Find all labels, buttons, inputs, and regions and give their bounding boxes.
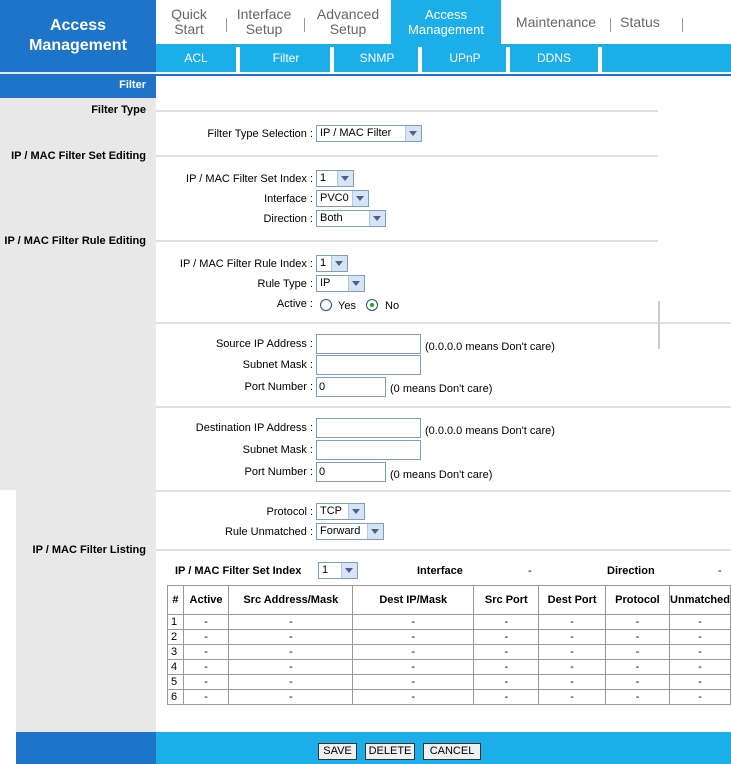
divider bbox=[156, 240, 658, 242]
set-index-label: IP / MAC Filter Set Index : bbox=[186, 173, 313, 185]
section-set-editing: IP / MAC Filter Set Editing bbox=[11, 150, 146, 162]
listing-set-index-select[interactable] bbox=[318, 562, 358, 579]
table-cell: - bbox=[539, 630, 605, 645]
table-cell: 3 bbox=[168, 645, 184, 660]
table-cell: 6 bbox=[168, 690, 184, 705]
table-cell: - bbox=[353, 675, 474, 690]
set-index-value: 1 bbox=[320, 172, 327, 184]
listing-direction-label: Direction bbox=[607, 565, 655, 577]
protocol-value: TCP bbox=[320, 505, 342, 517]
chevron-down-icon bbox=[331, 256, 347, 271]
table-cell: - bbox=[670, 615, 731, 630]
table-cell: - bbox=[539, 615, 605, 630]
table-cell: - bbox=[229, 615, 353, 630]
tab-label-line2: Setup bbox=[329, 21, 367, 37]
table-row bbox=[168, 675, 731, 690]
divider bbox=[156, 549, 731, 551]
filter-type-label: Filter Type Selection : bbox=[207, 128, 313, 140]
subtab-upnp[interactable]: UPnP bbox=[449, 51, 481, 65]
unmatched-select[interactable] bbox=[316, 523, 384, 540]
dst-ip-hint: (0.0.0.0 means Don't care) bbox=[425, 425, 555, 437]
section-listing: IP / MAC Filter Listing bbox=[32, 544, 146, 556]
table-cell: - bbox=[229, 690, 353, 705]
table-cell: - bbox=[474, 675, 539, 690]
table-cell: - bbox=[353, 645, 474, 660]
table-cell: - bbox=[670, 690, 731, 705]
tab-advanced-setup[interactable] bbox=[310, 0, 386, 44]
table-cell: - bbox=[605, 675, 669, 690]
top-nav bbox=[156, 0, 731, 44]
subnav-divider bbox=[598, 47, 602, 73]
col-header: Dest IP/Mask bbox=[353, 586, 474, 615]
filter-listing-table bbox=[167, 585, 731, 705]
table-cell: - bbox=[183, 630, 229, 645]
rule-type-value: IP bbox=[320, 277, 331, 289]
sidebar-panel-lower bbox=[16, 490, 156, 732]
dst-mask-label: Subnet Mask : bbox=[242, 444, 313, 456]
tab-maintenance[interactable] bbox=[508, 0, 604, 44]
table-cell: - bbox=[605, 645, 669, 660]
footer-left bbox=[16, 732, 156, 764]
table-row bbox=[168, 645, 731, 660]
table-cell: - bbox=[670, 630, 731, 645]
tab-status[interactable] bbox=[618, 0, 662, 44]
listing-set-index-label: IP / MAC Filter Set Index bbox=[175, 565, 302, 577]
table-cell: - bbox=[183, 690, 229, 705]
table-cell: - bbox=[229, 645, 353, 660]
nav-divider bbox=[610, 18, 611, 32]
subtab-ddns[interactable]: DDNS bbox=[536, 51, 571, 65]
tab-label-line2: Start bbox=[174, 21, 204, 37]
col-header: Protocol bbox=[605, 586, 669, 615]
table-cell: - bbox=[539, 690, 605, 705]
divider bbox=[156, 155, 658, 157]
active-yes-label: Yes bbox=[338, 300, 356, 312]
col-header: Unmatched bbox=[670, 586, 731, 615]
sub-nav bbox=[156, 44, 731, 72]
table-row bbox=[168, 690, 731, 705]
src-port-input[interactable]: 0 bbox=[316, 377, 386, 397]
tab-access-management[interactable] bbox=[391, 0, 501, 44]
subtab-filter[interactable]: Filter bbox=[272, 51, 300, 65]
table-row bbox=[168, 660, 731, 675]
table-row bbox=[168, 630, 731, 645]
filter-type-select[interactable] bbox=[316, 125, 422, 142]
unmatched-value: Forward bbox=[320, 525, 361, 537]
active-label: Active : bbox=[276, 298, 313, 310]
chevron-down-icon bbox=[337, 171, 353, 186]
src-port-label: Port Number : bbox=[244, 381, 313, 393]
sidebar-filter-heading: Filter bbox=[0, 74, 156, 98]
active-yes-radio[interactable] bbox=[320, 299, 332, 311]
divider bbox=[156, 322, 731, 324]
table-cell: - bbox=[539, 660, 605, 675]
dst-port-input[interactable]: 0 bbox=[316, 462, 386, 482]
rule-index-select[interactable] bbox=[316, 255, 348, 272]
table-cell: 5 bbox=[168, 675, 184, 690]
subtab-acl[interactable]: ACL bbox=[184, 51, 208, 65]
rule-type-label: Rule Type : bbox=[257, 278, 313, 290]
tab-label: Status bbox=[620, 13, 660, 30]
chevron-down-icon bbox=[348, 504, 364, 519]
table-cell: - bbox=[474, 690, 539, 705]
divider bbox=[156, 490, 731, 492]
brand-line1: Access bbox=[49, 17, 107, 34]
table-cell: 1 bbox=[168, 615, 184, 630]
divider bbox=[156, 406, 731, 408]
table-cell: - bbox=[670, 675, 731, 690]
scrollbar-fragment bbox=[658, 301, 660, 349]
src-ip-label: Source IP Address : bbox=[215, 338, 313, 350]
chevron-down-icon bbox=[367, 524, 383, 539]
table-cell: - bbox=[670, 660, 731, 675]
dst-mask-input[interactable] bbox=[316, 440, 421, 460]
sidebar-panel bbox=[0, 72, 156, 490]
cancel-button[interactable]: CANCEL bbox=[423, 743, 481, 760]
table-cell: - bbox=[605, 630, 669, 645]
listing-interface-label: Interface bbox=[417, 565, 463, 577]
interface-select[interactable] bbox=[316, 190, 369, 207]
table-cell: - bbox=[183, 615, 229, 630]
table-cell: - bbox=[539, 645, 605, 660]
dst-port-label: Port Number : bbox=[244, 466, 313, 478]
section-rule-editing: IP / MAC Filter Rule Editing bbox=[4, 235, 146, 247]
tab-label-line1: Advanced bbox=[316, 6, 380, 22]
brand-line2: Management bbox=[29, 37, 127, 54]
table-cell: - bbox=[353, 615, 474, 630]
dst-ip-input[interactable] bbox=[316, 418, 421, 438]
table-cell: - bbox=[605, 660, 669, 675]
table-header-row bbox=[168, 586, 731, 615]
table-cell: - bbox=[474, 630, 539, 645]
chevron-down-icon bbox=[352, 191, 368, 206]
table-cell: - bbox=[183, 645, 229, 660]
tab-label: Maintenance bbox=[515, 13, 597, 30]
dst-ip-label: Destination IP Address : bbox=[195, 422, 313, 434]
table-cell: - bbox=[605, 615, 669, 630]
chevron-down-icon bbox=[369, 211, 385, 226]
divider bbox=[156, 110, 658, 112]
protocol-label: Protocol : bbox=[266, 506, 313, 518]
set-index-select[interactable] bbox=[316, 170, 354, 187]
table-row bbox=[168, 615, 731, 630]
chevron-down-icon bbox=[348, 276, 364, 291]
table-cell: - bbox=[183, 675, 229, 690]
tab-label-line2: Management bbox=[408, 22, 484, 37]
tab-label-line1: Access bbox=[425, 7, 467, 22]
delete-button[interactable]: DELETE bbox=[365, 743, 415, 760]
interface-label: Interface : bbox=[264, 193, 313, 205]
table-cell: - bbox=[474, 645, 539, 660]
table-cell: - bbox=[229, 660, 353, 675]
table-cell: - bbox=[605, 690, 669, 705]
rule-type-select[interactable] bbox=[316, 275, 365, 292]
table-cell: - bbox=[353, 630, 474, 645]
active-no-label: No bbox=[385, 300, 400, 312]
tab-quick-start[interactable] bbox=[156, 0, 222, 44]
table-cell: - bbox=[670, 645, 731, 660]
src-mask-label: Subnet Mask : bbox=[242, 359, 313, 371]
nav-divider bbox=[682, 18, 683, 32]
subtab-snmp[interactable]: SNMP bbox=[359, 51, 395, 65]
src-port-hint: (0 means Don't care) bbox=[390, 383, 493, 395]
section-filter-type: Filter Type bbox=[91, 104, 146, 116]
rule-index-value: 1 bbox=[320, 257, 327, 269]
col-header: Src Address/Mask bbox=[229, 586, 353, 615]
active-no-radio[interactable] bbox=[366, 299, 378, 311]
dst-port-hint: (0 means Don't care) bbox=[390, 469, 493, 481]
src-mask-input[interactable] bbox=[316, 355, 421, 375]
protocol-select[interactable] bbox=[316, 503, 365, 520]
listing-direction-value: - bbox=[718, 565, 722, 577]
direction-value: Both bbox=[320, 212, 343, 224]
listing-set-index-value: 1 bbox=[322, 564, 329, 576]
nav-divider bbox=[226, 18, 227, 32]
tab-label-line1: Interface bbox=[236, 6, 292, 22]
table-cell: 4 bbox=[168, 660, 184, 675]
table-cell: - bbox=[539, 675, 605, 690]
table-cell: - bbox=[229, 630, 353, 645]
table-cell: 2 bbox=[168, 630, 184, 645]
col-header: # bbox=[168, 586, 184, 615]
col-header: Src Port bbox=[474, 586, 539, 615]
rule-index-label: IP / MAC Filter Rule Index : bbox=[179, 258, 313, 270]
direction-label: Direction : bbox=[263, 213, 313, 225]
filter-type-value: IP / MAC Filter bbox=[320, 127, 392, 139]
table-cell: - bbox=[353, 690, 474, 705]
src-ip-input[interactable] bbox=[316, 334, 421, 354]
interface-value: PVC0 bbox=[320, 192, 349, 204]
tab-interface-setup[interactable] bbox=[230, 0, 298, 44]
direction-select[interactable] bbox=[316, 210, 386, 227]
table-cell: - bbox=[474, 615, 539, 630]
col-header: Active bbox=[183, 586, 229, 615]
tab-label-line2: Setup bbox=[245, 21, 283, 37]
tab-label-line1: Quick bbox=[171, 6, 207, 22]
save-button[interactable]: SAVE bbox=[318, 743, 357, 760]
content-top-bar bbox=[156, 74, 731, 76]
nav-divider bbox=[304, 18, 305, 32]
col-header: Dest Port bbox=[539, 586, 605, 615]
table-cell: - bbox=[183, 660, 229, 675]
table-cell: - bbox=[353, 660, 474, 675]
brand-title bbox=[0, 0, 156, 72]
table-cell: - bbox=[229, 675, 353, 690]
table-cell: - bbox=[474, 660, 539, 675]
unmatched-label: Rule Unmatched : bbox=[224, 526, 313, 538]
listing-interface-value: - bbox=[528, 565, 532, 577]
chevron-down-icon bbox=[405, 126, 421, 141]
chevron-down-icon bbox=[341, 563, 357, 578]
src-ip-hint: (0.0.0.0 means Don't care) bbox=[425, 341, 555, 353]
